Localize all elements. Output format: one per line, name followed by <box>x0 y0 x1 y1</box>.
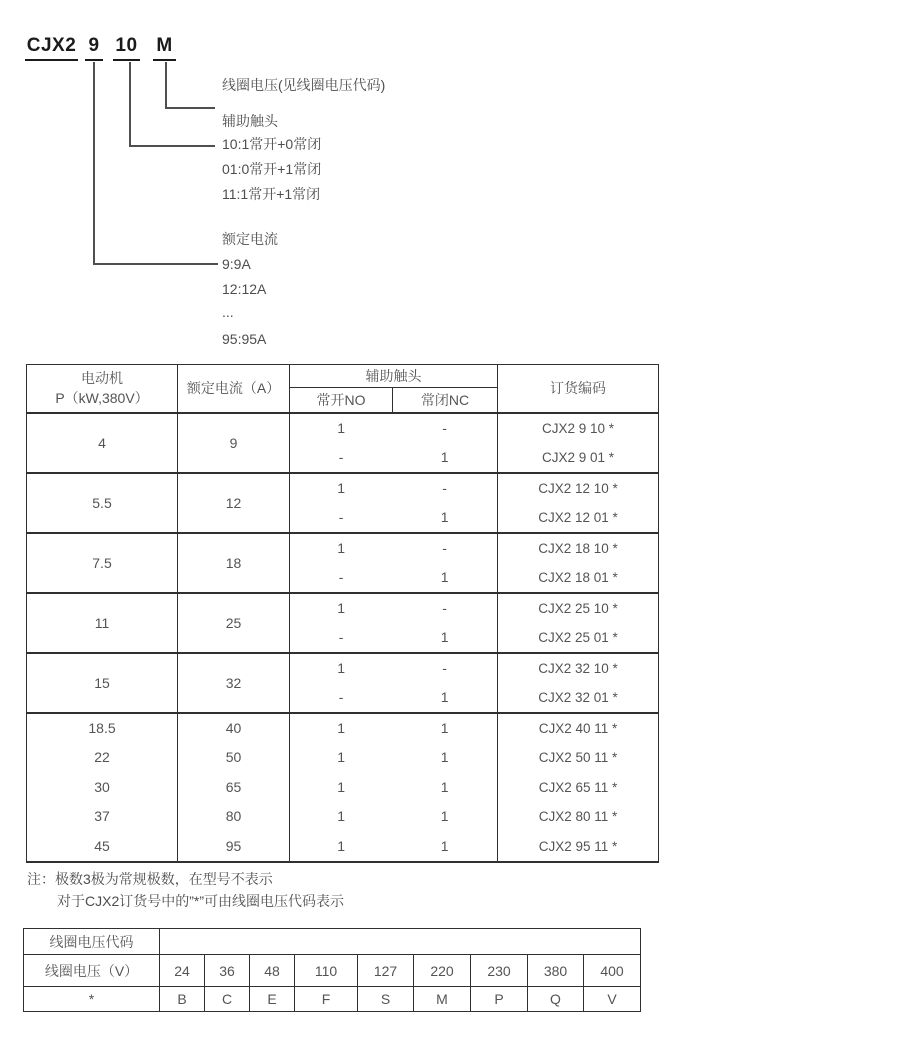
current-option-95: 95:95A <box>222 331 267 347</box>
model-part-voltage: M <box>153 35 176 61</box>
code-letter-value: S <box>358 987 414 1012</box>
aux-option-10: 10:1常开+0常闭 <box>222 136 322 152</box>
power-cell: 7.5 <box>27 533 178 593</box>
aux-nc-value: 1 <box>440 508 449 525</box>
coil-voltage-table <box>23 928 641 1012</box>
current-cell <box>178 713 290 863</box>
aux-nc-value: 1 <box>440 448 449 465</box>
aux-contact-cell <box>290 533 498 593</box>
order-code-value: CJX2 18 01 * <box>538 569 618 585</box>
order-code-value: CJX2 40 11 * <box>538 720 618 736</box>
header-order-code: 订货编码 <box>498 365 659 413</box>
aux-no-value: - <box>338 508 344 525</box>
aux-contact-cell <box>290 593 498 653</box>
aux-no-value: 1 <box>337 808 346 825</box>
pointer-line-aux-vertical <box>129 62 131 147</box>
aux-nc-value: 1 <box>440 837 449 854</box>
aux-contact-title: 辅助触头 <box>222 113 278 129</box>
order-code-cell <box>498 473 659 533</box>
aux-no-value: - <box>338 448 344 465</box>
power-cell: 5.5 <box>27 473 178 533</box>
aux-option-11: 11:1常开+1常闭 <box>222 186 321 202</box>
aux-nc-value: 1 <box>440 808 449 825</box>
aux-no-value: - <box>338 688 344 705</box>
power-cell: 15 <box>27 653 178 713</box>
power-value: 45 <box>94 837 110 854</box>
aux-nc-value: 1 <box>440 719 449 736</box>
order-code-value: CJX2 65 11 * <box>538 779 618 795</box>
aux-nc-value: - <box>442 539 447 556</box>
header-no: 常开NO <box>290 388 393 413</box>
voltage-code-label: 线圈电压代码 <box>24 929 160 955</box>
current-value: 95 <box>225 837 242 854</box>
current-cell: 12 <box>178 473 290 533</box>
code-letter-value: E <box>250 987 295 1012</box>
current-option-9: 9:9A <box>222 256 251 272</box>
pointer-line-current-horizontal <box>93 263 218 265</box>
aux-no-value: 1 <box>337 719 346 736</box>
current-value: 40 <box>225 719 242 736</box>
table-group-row-combined <box>27 713 659 863</box>
aux-option-01: 01:0常开+1常闭 <box>222 161 322 177</box>
order-code-cell <box>498 713 659 863</box>
header-rated-current: 额定电流（A） <box>178 365 290 413</box>
power-value: 30 <box>94 778 110 795</box>
aux-no-value: 1 <box>337 419 346 436</box>
current-option-ellipsis: ... <box>222 304 234 320</box>
aux-nc-value: 1 <box>440 749 449 766</box>
aux-contact-cell <box>290 713 498 863</box>
aux-no-value: 1 <box>337 749 346 766</box>
aux-no-value: 1 <box>337 837 346 854</box>
power-value: 37 <box>94 808 110 825</box>
code-letter-value: Q <box>528 987 584 1012</box>
header-motor-line2: P（kW,380V） <box>55 390 149 407</box>
note-line-1: 注：极数3极为常规极数，在型号不表示 <box>27 871 273 887</box>
voltage-row-label: 线圈电压（V） <box>24 955 160 987</box>
current-cell: 25 <box>178 593 290 653</box>
model-part-aux: 10 <box>113 35 140 61</box>
aux-nc-value: 1 <box>440 688 449 705</box>
aux-no-value: 1 <box>337 479 346 496</box>
aux-nc-value: 1 <box>440 628 449 645</box>
header-nc: 常闭NC <box>393 388 498 413</box>
aux-nc-value: - <box>442 479 447 496</box>
aux-no-value: - <box>338 568 344 585</box>
order-code-value: CJX2 12 10 * <box>538 480 618 496</box>
order-code-cell <box>498 653 659 713</box>
coil-voltage-label: 线圈电压(见线圈电压代码) <box>222 77 386 93</box>
order-code-value: CJX2 25 01 * <box>538 629 618 645</box>
order-code-cell <box>498 413 659 473</box>
voltage-value: 48 <box>250 955 295 987</box>
power-value: 18.5 <box>88 719 116 736</box>
aux-nc-value: - <box>442 419 447 436</box>
current-option-12: 12:12A <box>222 281 267 297</box>
table-group-row <box>27 593 659 653</box>
pointer-line-voltage-horizontal <box>165 107 215 109</box>
aux-no-value: 1 <box>337 659 346 676</box>
aux-no-value: 1 <box>337 599 346 616</box>
aux-no-value: - <box>338 628 344 645</box>
current-value: 50 <box>225 749 242 766</box>
voltage-value: 36 <box>205 955 250 987</box>
pointer-line-voltage-vertical <box>165 62 167 109</box>
voltage-value: 230 <box>471 955 528 987</box>
notes-block <box>27 868 344 912</box>
current-value: 80 <box>225 808 242 825</box>
pointer-line-current-vertical <box>93 62 95 265</box>
current-value: 65 <box>225 778 242 795</box>
header-motor-line1: 电动机 <box>81 369 123 386</box>
power-value: 22 <box>94 749 110 766</box>
code-letter-value: M <box>414 987 471 1012</box>
voltage-value: 380 <box>528 955 584 987</box>
voltage-value: 24 <box>160 955 205 987</box>
header-aux-contact: 辅助触头 <box>290 365 498 388</box>
aux-contact-cell <box>290 413 498 473</box>
aux-nc-value: - <box>442 599 447 616</box>
code-letter-value: V <box>584 987 641 1012</box>
model-part-series: CJX2 <box>25 35 78 61</box>
table-group-row <box>27 413 659 473</box>
order-code-value: CJX2 32 01 * <box>538 689 618 705</box>
voltage-value: 127 <box>358 955 414 987</box>
table-group-row <box>27 473 659 533</box>
code-letter-value: C <box>205 987 250 1012</box>
table-group-row <box>27 533 659 593</box>
code-letter-value: B <box>160 987 205 1012</box>
aux-no-value: 1 <box>337 778 346 795</box>
order-code-value: CJX2 80 11 * <box>538 809 618 825</box>
current-cell: 32 <box>178 653 290 713</box>
order-code-cell <box>498 593 659 653</box>
order-code-value: CJX2 32 10 * <box>538 660 618 676</box>
power-cell: 4 <box>27 413 178 473</box>
aux-nc-value: 1 <box>440 778 449 795</box>
aux-contact-cell <box>290 653 498 713</box>
voltage-value: 400 <box>584 955 641 987</box>
code-letter-value: F <box>295 987 358 1012</box>
power-cell <box>27 713 178 863</box>
pointer-line-aux-horizontal <box>129 145 215 147</box>
order-code-value: CJX2 18 10 * <box>538 540 618 556</box>
aux-contact-cell <box>290 473 498 533</box>
order-code-value: CJX2 12 01 * <box>538 509 618 525</box>
power-cell: 11 <box>27 593 178 653</box>
note-line-2: 对于CJX2订货号中的”*”可由线圈电压代码表示 <box>57 893 345 909</box>
voltage-value: 220 <box>414 955 471 987</box>
current-cell: 18 <box>178 533 290 593</box>
order-code-value: CJX2 25 10 * <box>538 600 618 616</box>
voltage-value: 110 <box>295 955 358 987</box>
aux-nc-value: 1 <box>440 568 449 585</box>
current-cell: 9 <box>178 413 290 473</box>
selection-table <box>26 364 659 863</box>
order-code-cell <box>498 533 659 593</box>
table-group-row <box>27 653 659 713</box>
aux-nc-value: - <box>442 659 447 676</box>
order-code-value: CJX2 50 11 * <box>538 750 618 766</box>
order-code-value: CJX2 95 11 * <box>538 838 618 854</box>
star-row-label: * <box>24 987 160 1012</box>
rated-current-title: 额定电流 <box>222 231 278 247</box>
code-letter-value: P <box>471 987 528 1012</box>
voltage-code-empty-cell <box>160 929 641 955</box>
header-motor <box>27 365 178 413</box>
order-code-value: CJX2 9 01 * <box>541 449 615 465</box>
aux-no-value: 1 <box>337 539 346 556</box>
model-part-current: 9 <box>85 35 103 61</box>
order-code-value: CJX2 9 10 * <box>541 420 615 436</box>
